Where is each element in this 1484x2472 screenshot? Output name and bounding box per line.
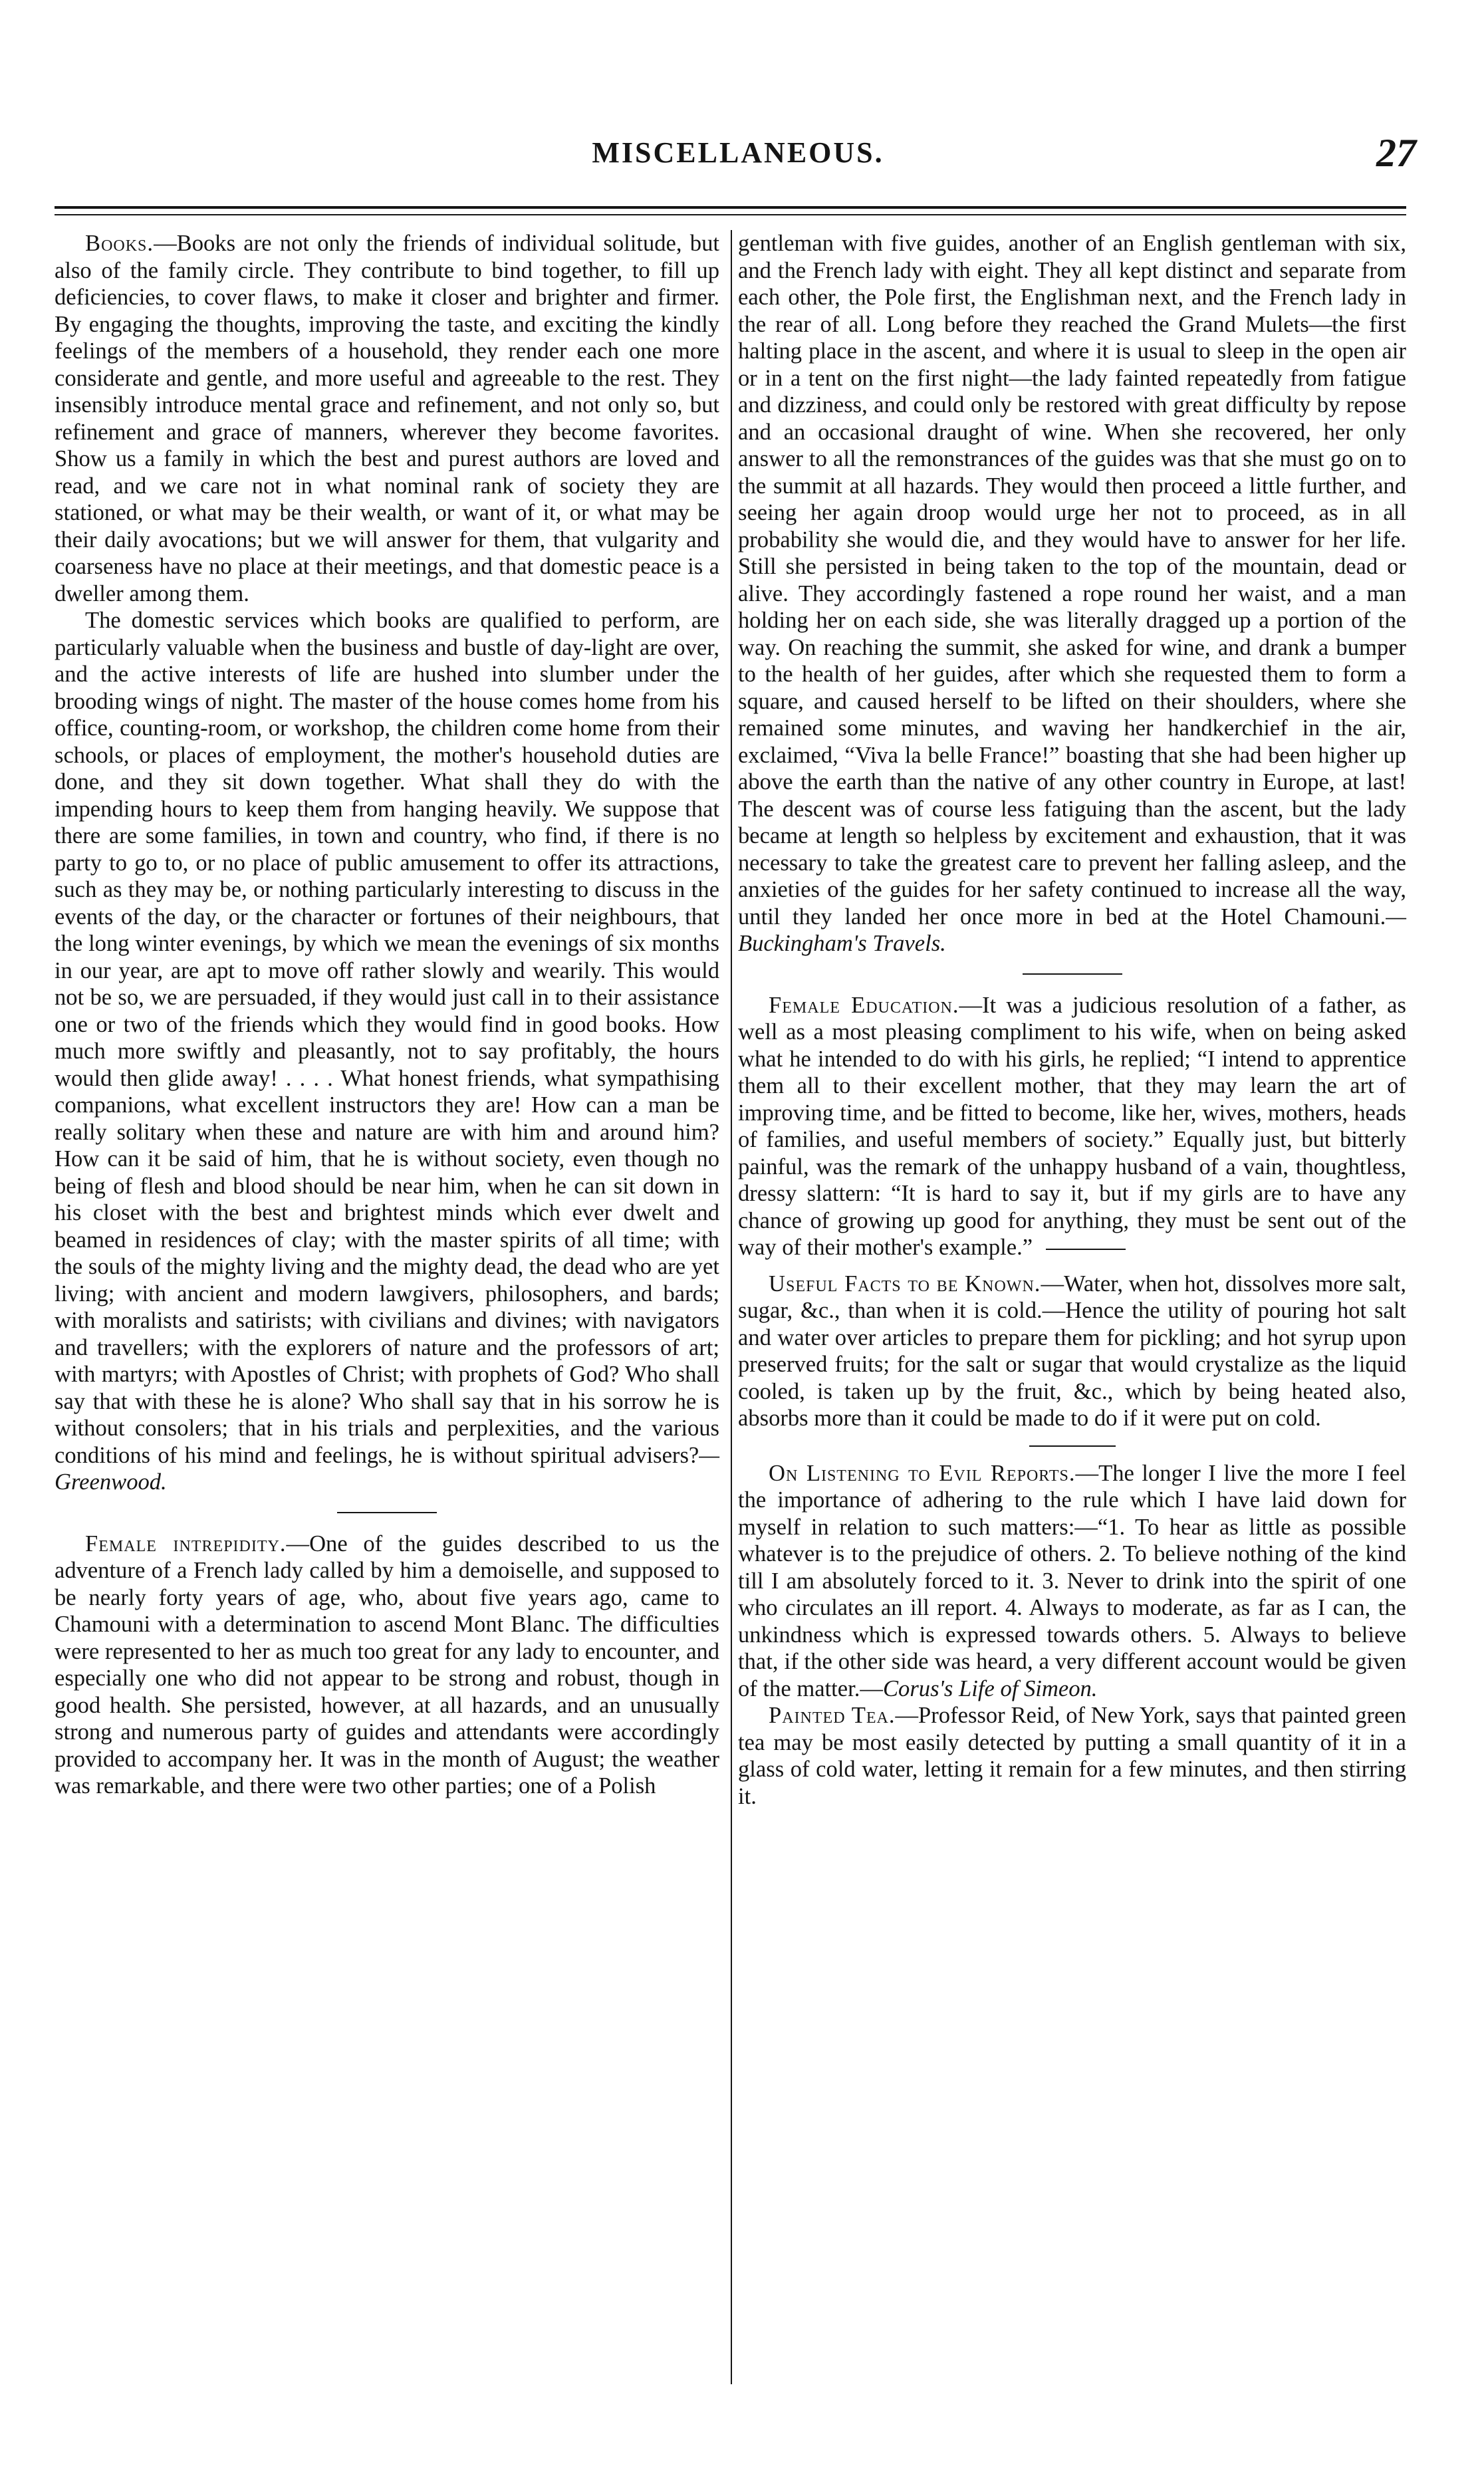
column-divider xyxy=(731,230,732,2384)
books-heading: Books. xyxy=(85,231,154,256)
header-rule-top xyxy=(55,206,1406,209)
intrepidity-source: —Buckingham's Travels. xyxy=(738,904,1406,956)
tea-heading: Painted Tea. xyxy=(769,1703,896,1728)
facts-text: —Water, when hot, dissolves more salt, sugar, &c., than when it is cold.—Hence the utility of pouring hot salt and water over articles to prepare them for pickling; and hot syrup upon preserved fruits; for the salt or sugar that would crystalize as the liquid cooled, is taken up by the fruit, &c., which by being heated also, absorbs more than it could be made to do if it were put on cold. xyxy=(738,1271,1406,1431)
books-source: —Greenwood. xyxy=(55,1442,719,1495)
books-paragraph-2 xyxy=(55,607,719,1496)
facts-heading: Useful Facts to be Known. xyxy=(769,1271,1041,1297)
intrepidity-heading: Female intrepidity. xyxy=(85,1531,287,1556)
facts-paragraph xyxy=(738,1271,1406,1432)
header-rule-bottom xyxy=(55,214,1406,215)
inline-separator xyxy=(1046,1249,1126,1250)
education-paragraph xyxy=(738,992,1406,1261)
running-header xyxy=(60,130,1416,184)
intrepidity-text: —One of the guides described to us the adventure of a French lady called by him a demoiselle, and supposed to be nearly forty years of age, who, about five years ago, came to Chamouni with a determination to ascend Mont Blanc. The difficulties were represented to her as much too great for any lady to encounter, and especially one who did not appear to be strong and robust, though in good health. She persisted, however, at all hazards, and an unusually strong and numerous party of guides and attendants were accordingly provided to accompany her. It was in the month of August; the weather was remarkable, and there were two other parties; one of a Polish xyxy=(55,1531,719,1798)
section-separator xyxy=(337,1512,437,1513)
reports-paragraph xyxy=(738,1460,1406,1703)
intrepidity-paragraph xyxy=(55,1531,719,1800)
page-title: MISCELLANEOUS. xyxy=(592,136,884,169)
left-column xyxy=(55,230,719,1800)
reports-source: Corus's Life of Simeon. xyxy=(882,1675,1098,1701)
reports-heading: On Listening to Evil Reports. xyxy=(769,1460,1076,1486)
intrepidity-continued-text: gentleman with five guides, another of an English gentleman with six, and the French lady with eight. They all kept distinct and separate from each other, the Pole first, the Englishman next, and the French lady in the rear of all. Long before they reached the Grand Mulets—the first halting place in the ascent, and where it is usual to sleep in the open air or in a tent on the first night—the lady fainted repeatedly from fatigue and dizziness, and could only be restored with great difficulty by repose and an occasional draught of wine. When she recovered, her only answer to all the remonstrances of the guides was that she must go on to the summit at all hazards. They would then proceed a little further, and seeing her again droop would urge her not to proceed, as in all probability she would die, and they would have to answer for her life. Still she persisted in being taken to the top of the mountain, dead or alive. They accordingly fastened a rope round her waist, and a man holding her on each side, she was literally dragged up a portion of the way. On reaching the summit, she asked for wine, and drank a bumper to the health of her guides, after which she requested them to form a square, and caused herself to be lifted on their shoulders, where she remained some minutes, and waving her handkerchief in the air, exclaimed, “Viva la belle France!” boasting that she had been higher up above the earth than the native of any other country in Europe, at last! The descent was of course less fatiguing than the ascent, but the lady became at length so helpless by excitement and exhaustion, that it was necessary to take the greatest care to prevent her falling asleep, and the anxieties of the guides for her safety continued to increase all the way, until they landed her once more in bed at the Hotel Chamouni. xyxy=(738,231,1406,929)
page-number: 27 xyxy=(1376,131,1416,175)
books-text-1: —Books are not only the friends of individual solitude, but also of the family circle. They contribute to bind together, to fill up deficiencies, to cover flaws, to make it closer and brighter and firmer. By engaging the thoughts, improving the taste, and exciting the kindly feelings of the members of a household, they render each one more considerate and gentle, and more useful and agreeable to the rest. They insensibly introduce mental grace and refinement, and not only so, but refinement and grace of manners, wherever they become favorites. Show us a family in which the best and purest authors are loved and read, and we care not in what nominal rank of society they are stationed, or what may be their wealth, or want of it, or what may be their daily avocations; but we will answer for them, that vulgarity and coarseness have no place at their meetings, and that domestic peace is a dweller among them. xyxy=(55,231,719,606)
books-paragraph-1 xyxy=(55,230,719,607)
education-heading: Female Education. xyxy=(769,992,959,1018)
tea-paragraph xyxy=(738,1702,1406,1810)
reports-text: —The longer I live the more I feel the importance of adhering to the rule which I have laid down for myself in relation to such matters:—“1. To hear as little as possible whatever is to the prejudice of others. 2. To believe nothing of the kind till I am absolutely forced to it. 3. Never to drink into the spirit of one who circulates an ill report. 4. Always to moderate, as far as I can, the unkindness which is expressed towards others. 5. Always to believe that, if the other side was heard, a very different account would be given of the matter.— xyxy=(738,1460,1406,1701)
tea-text: —Professor Reid, of New York, says that painted green tea may be most easily detected by putting a small quantity of it in a glass of cold water, letting it remain for a few minutes, and then stirring it. xyxy=(738,1703,1406,1809)
education-text: —It was a judicious resolution of a father, as well as a most pleasing compliment to his wife, when on being asked what he intended to do with his girls, he replied; “I intend to apprentice them all to their excellent mother, that they may learn the art of improving time, and be fitted to become, like her, wives, mothers, heads of families, and useful members of society.” Equally just, but bitterly painful, was the remark of the unhappy husband of a vain, thoughtless, dressy slattern: “It is hard to say it, but if my girls are to have any chance of growing up good for anything, they must be sent out of the way of their mother's example.” xyxy=(738,992,1406,1260)
section-separator xyxy=(1023,973,1122,975)
section-separator xyxy=(1029,1445,1116,1447)
intrepidity-continued xyxy=(738,230,1406,957)
right-column xyxy=(738,230,1406,1810)
books-text-2: The domestic services which books are qualified to perform, are particularly valuable when the business and bustle of day-light are over, and the active interests of life are hushed into slumber under the brooding wings of night. The master of the house comes home from his office, counting-room, or workshop, the children come home from their schools, or places of employment, the mother's household duties are done, and they sit down together. What shall they do with the impending hours to keep them from hanging heavily. We suppose that there are some families, in town and country, who find, if there is no party to go to, or no place of public amusement to offer its attractions, such as they may be, or nothing particularly interesting to discuss in the events of the day, or the character or fortunes of their neighbours, that the long winter evenings, by which we mean the evenings of six months in our year, are apt to move off rather slowly and wearily. This would not be so, we are persuaded, if they would just call in to their assistance one or two of the friends which they would find in good books. How much more swiftly and pleasantly, not to say profitably, the hours would then glide away! . . . . What honest friends, what sympathising companions, what excellent instructors they are! How can a man be really solitary when these and nature are with him and around him? How can it be said of him, that he is without society, even though no being of flesh and blood should be near him, when he can sit down in his closet with the best and brightest minds which ever dwelt and beamed in residences of clay; with the master spirits of all time; with the souls of the mighty living and the mighty dead, the dead who are yet living; with ancient and modern lawgivers, philosophers, and bards; with moralists and satirists; with civilians and divines; with navigators and travellers; with the explorers of nature and the professors of art; with martyrs; with Apostles of Christ; with prophets of God? Who shall say that with these he is alone? Who shall say that in his sorrow he is without consolers; that in his trials and perplexities, and the various conditions of his mind and feelings, he is without spiritual advisers? xyxy=(55,608,719,1468)
